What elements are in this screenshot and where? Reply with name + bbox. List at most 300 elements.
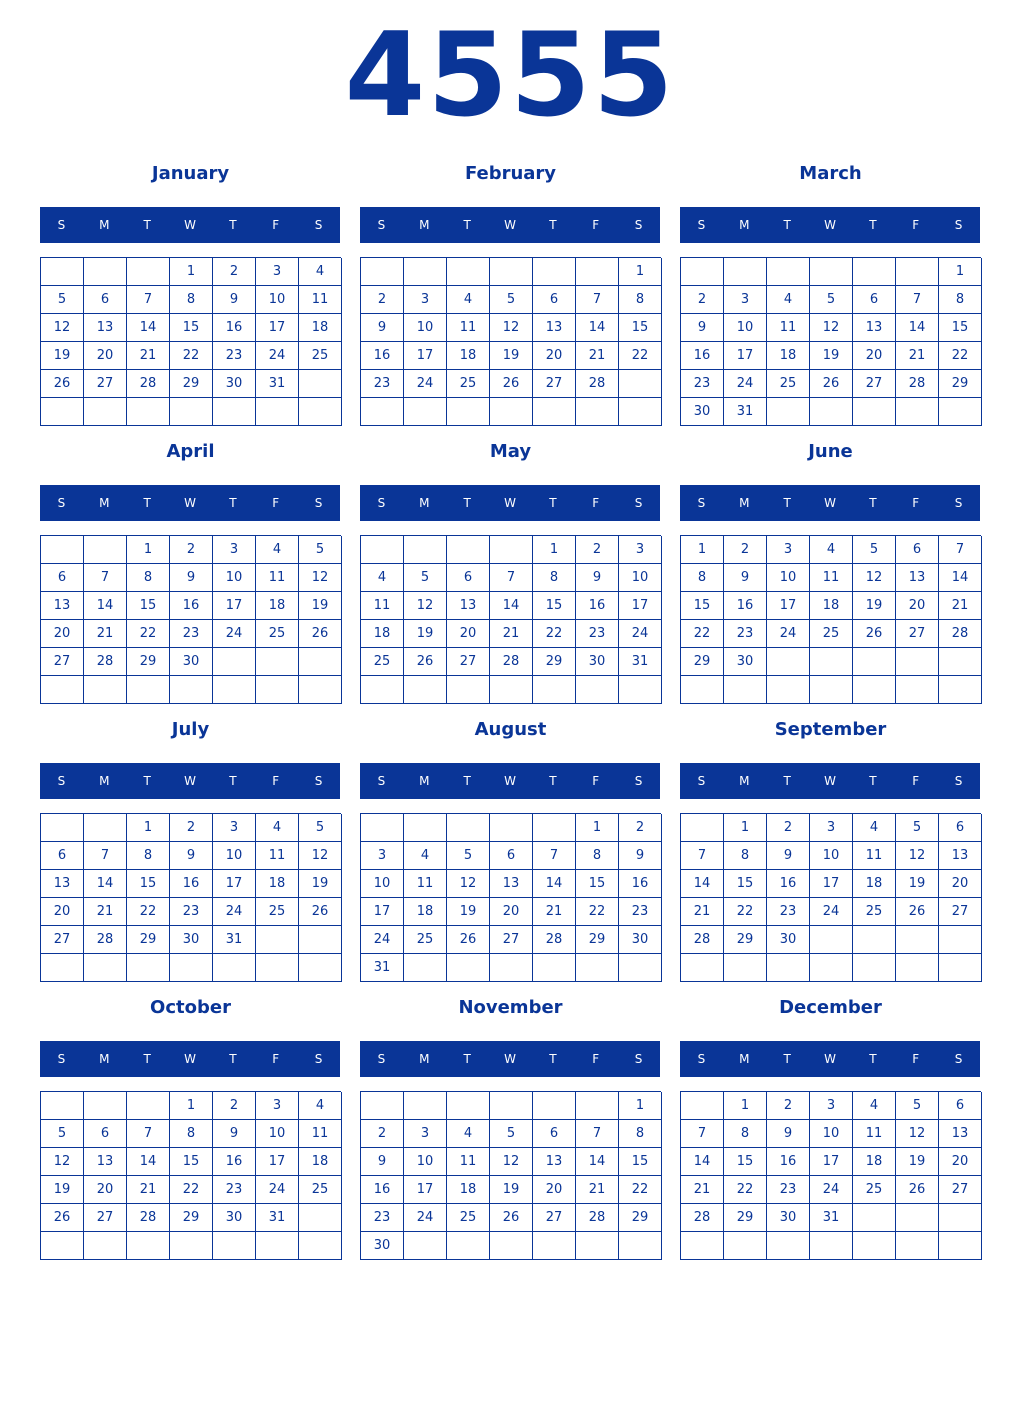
day-cell[interactable]: 14 xyxy=(127,1148,170,1176)
day-cell[interactable]: 4 xyxy=(853,814,896,842)
day-cell[interactable]: 7 xyxy=(681,842,724,870)
day-cell[interactable]: 5 xyxy=(299,536,342,564)
day-cell[interactable]: 9 xyxy=(576,564,619,592)
day-cell[interactable]: 1 xyxy=(127,814,170,842)
day-cell[interactable]: 13 xyxy=(939,1120,982,1148)
day-cell[interactable]: 4 xyxy=(299,1092,342,1120)
day-cell[interactable]: 8 xyxy=(939,286,982,314)
day-cell[interactable]: 20 xyxy=(84,1176,127,1204)
day-cell[interactable]: 17 xyxy=(810,1148,853,1176)
day-cell[interactable]: 30 xyxy=(576,648,619,676)
day-cell[interactable]: 20 xyxy=(84,342,127,370)
day-cell[interactable]: 27 xyxy=(447,648,490,676)
day-cell[interactable]: 3 xyxy=(810,1092,853,1120)
day-cell[interactable]: 7 xyxy=(533,842,576,870)
day-cell[interactable]: 17 xyxy=(361,898,404,926)
day-cell[interactable]: 22 xyxy=(681,620,724,648)
day-cell[interactable]: 2 xyxy=(767,1092,810,1120)
day-cell[interactable]: 22 xyxy=(170,1176,213,1204)
day-cell[interactable]: 6 xyxy=(939,1092,982,1120)
day-cell[interactable]: 15 xyxy=(681,592,724,620)
day-cell[interactable]: 26 xyxy=(490,1204,533,1232)
day-cell[interactable]: 13 xyxy=(853,314,896,342)
day-cell[interactable]: 6 xyxy=(533,286,576,314)
day-cell[interactable]: 22 xyxy=(170,342,213,370)
day-cell[interactable]: 10 xyxy=(767,564,810,592)
day-cell[interactable]: 21 xyxy=(681,898,724,926)
day-cell[interactable]: 19 xyxy=(299,592,342,620)
day-cell[interactable]: 4 xyxy=(361,564,404,592)
day-cell[interactable]: 15 xyxy=(127,592,170,620)
day-cell[interactable]: 12 xyxy=(299,564,342,592)
day-cell[interactable]: 9 xyxy=(170,564,213,592)
day-cell[interactable]: 16 xyxy=(619,870,662,898)
day-cell[interactable]: 20 xyxy=(490,898,533,926)
day-cell[interactable]: 1 xyxy=(170,258,213,286)
day-cell[interactable]: 23 xyxy=(361,370,404,398)
day-cell[interactable]: 20 xyxy=(939,870,982,898)
day-cell[interactable]: 2 xyxy=(170,814,213,842)
day-cell[interactable]: 23 xyxy=(767,1176,810,1204)
day-cell[interactable]: 28 xyxy=(533,926,576,954)
day-cell[interactable]: 11 xyxy=(299,286,342,314)
day-cell[interactable]: 29 xyxy=(939,370,982,398)
day-cell[interactable]: 12 xyxy=(404,592,447,620)
day-cell[interactable]: 26 xyxy=(490,370,533,398)
day-cell[interactable]: 7 xyxy=(84,842,127,870)
day-cell[interactable]: 27 xyxy=(84,370,127,398)
day-cell[interactable]: 13 xyxy=(84,1148,127,1176)
day-cell[interactable]: 8 xyxy=(681,564,724,592)
day-cell[interactable]: 17 xyxy=(724,342,767,370)
day-cell[interactable]: 26 xyxy=(853,620,896,648)
day-cell[interactable]: 15 xyxy=(533,592,576,620)
day-cell[interactable]: 26 xyxy=(41,370,84,398)
day-cell[interactable]: 25 xyxy=(767,370,810,398)
day-cell[interactable]: 26 xyxy=(41,1204,84,1232)
day-cell[interactable]: 9 xyxy=(767,842,810,870)
day-cell[interactable]: 9 xyxy=(724,564,767,592)
day-cell[interactable]: 2 xyxy=(361,286,404,314)
day-cell[interactable]: 22 xyxy=(939,342,982,370)
day-cell[interactable]: 1 xyxy=(939,258,982,286)
day-cell[interactable]: 16 xyxy=(213,314,256,342)
day-cell[interactable]: 1 xyxy=(681,536,724,564)
day-cell[interactable]: 28 xyxy=(939,620,982,648)
day-cell[interactable]: 26 xyxy=(810,370,853,398)
day-cell[interactable]: 22 xyxy=(724,898,767,926)
day-cell[interactable]: 28 xyxy=(681,926,724,954)
day-cell[interactable]: 15 xyxy=(724,870,767,898)
day-cell[interactable]: 31 xyxy=(724,398,767,426)
day-cell[interactable]: 11 xyxy=(256,564,299,592)
day-cell[interactable]: 7 xyxy=(84,564,127,592)
day-cell[interactable]: 19 xyxy=(41,1176,84,1204)
day-cell[interactable]: 23 xyxy=(361,1204,404,1232)
day-cell[interactable]: 18 xyxy=(810,592,853,620)
day-cell[interactable]: 30 xyxy=(619,926,662,954)
day-cell[interactable]: 2 xyxy=(724,536,767,564)
day-cell[interactable]: 2 xyxy=(681,286,724,314)
day-cell[interactable]: 3 xyxy=(810,814,853,842)
day-cell[interactable]: 12 xyxy=(490,314,533,342)
day-cell[interactable]: 5 xyxy=(41,286,84,314)
day-cell[interactable]: 10 xyxy=(724,314,767,342)
day-cell[interactable]: 2 xyxy=(576,536,619,564)
day-cell[interactable]: 14 xyxy=(939,564,982,592)
day-cell[interactable]: 13 xyxy=(84,314,127,342)
day-cell[interactable]: 11 xyxy=(853,842,896,870)
day-cell[interactable]: 10 xyxy=(404,1148,447,1176)
day-cell[interactable]: 31 xyxy=(361,954,404,982)
day-cell[interactable]: 28 xyxy=(576,1204,619,1232)
day-cell[interactable]: 22 xyxy=(576,898,619,926)
day-cell[interactable]: 7 xyxy=(576,1120,619,1148)
day-cell[interactable]: 26 xyxy=(299,620,342,648)
day-cell[interactable]: 20 xyxy=(533,1176,576,1204)
day-cell[interactable]: 16 xyxy=(213,1148,256,1176)
day-cell[interactable]: 29 xyxy=(127,926,170,954)
day-cell[interactable]: 26 xyxy=(896,1176,939,1204)
day-cell[interactable]: 17 xyxy=(256,314,299,342)
day-cell[interactable]: 24 xyxy=(619,620,662,648)
day-cell[interactable]: 22 xyxy=(127,620,170,648)
day-cell[interactable]: 8 xyxy=(724,842,767,870)
day-cell[interactable]: 8 xyxy=(127,842,170,870)
day-cell[interactable]: 19 xyxy=(41,342,84,370)
day-cell[interactable]: 20 xyxy=(41,898,84,926)
day-cell[interactable]: 23 xyxy=(170,898,213,926)
day-cell[interactable]: 19 xyxy=(896,870,939,898)
day-cell[interactable]: 24 xyxy=(404,370,447,398)
day-cell[interactable]: 13 xyxy=(896,564,939,592)
day-cell[interactable]: 4 xyxy=(256,814,299,842)
day-cell[interactable]: 23 xyxy=(681,370,724,398)
day-cell[interactable]: 11 xyxy=(299,1120,342,1148)
day-cell[interactable]: 10 xyxy=(256,1120,299,1148)
day-cell[interactable]: 28 xyxy=(896,370,939,398)
day-cell[interactable]: 16 xyxy=(361,1176,404,1204)
day-cell[interactable]: 5 xyxy=(490,1120,533,1148)
day-cell[interactable]: 16 xyxy=(361,342,404,370)
day-cell[interactable]: 3 xyxy=(404,1120,447,1148)
day-cell[interactable]: 16 xyxy=(681,342,724,370)
day-cell[interactable]: 28 xyxy=(681,1204,724,1232)
day-cell[interactable]: 14 xyxy=(127,314,170,342)
day-cell[interactable]: 29 xyxy=(127,648,170,676)
day-cell[interactable]: 25 xyxy=(256,898,299,926)
day-cell[interactable]: 10 xyxy=(404,314,447,342)
day-cell[interactable]: 11 xyxy=(361,592,404,620)
day-cell[interactable]: 14 xyxy=(576,314,619,342)
day-cell[interactable]: 18 xyxy=(767,342,810,370)
day-cell[interactable]: 20 xyxy=(533,342,576,370)
day-cell[interactable]: 17 xyxy=(619,592,662,620)
day-cell[interactable]: 7 xyxy=(576,286,619,314)
day-cell[interactable]: 27 xyxy=(533,370,576,398)
day-cell[interactable]: 16 xyxy=(767,1148,810,1176)
day-cell[interactable]: 15 xyxy=(619,1148,662,1176)
day-cell[interactable]: 24 xyxy=(810,898,853,926)
day-cell[interactable]: 27 xyxy=(939,1176,982,1204)
day-cell[interactable]: 12 xyxy=(896,1120,939,1148)
day-cell[interactable]: 30 xyxy=(724,648,767,676)
day-cell[interactable]: 5 xyxy=(404,564,447,592)
day-cell[interactable]: 12 xyxy=(853,564,896,592)
day-cell[interactable]: 4 xyxy=(447,286,490,314)
day-cell[interactable]: 6 xyxy=(853,286,896,314)
day-cell[interactable]: 6 xyxy=(939,814,982,842)
day-cell[interactable]: 21 xyxy=(939,592,982,620)
day-cell[interactable]: 25 xyxy=(404,926,447,954)
day-cell[interactable]: 14 xyxy=(533,870,576,898)
day-cell[interactable]: 8 xyxy=(533,564,576,592)
day-cell[interactable]: 21 xyxy=(84,620,127,648)
day-cell[interactable]: 6 xyxy=(84,286,127,314)
day-cell[interactable]: 18 xyxy=(299,1148,342,1176)
day-cell[interactable]: 17 xyxy=(404,342,447,370)
day-cell[interactable]: 24 xyxy=(404,1204,447,1232)
day-cell[interactable]: 9 xyxy=(170,842,213,870)
day-cell[interactable]: 18 xyxy=(404,898,447,926)
day-cell[interactable]: 9 xyxy=(767,1120,810,1148)
day-cell[interactable]: 26 xyxy=(299,898,342,926)
day-cell[interactable]: 2 xyxy=(767,814,810,842)
day-cell[interactable]: 15 xyxy=(127,870,170,898)
day-cell[interactable]: 20 xyxy=(853,342,896,370)
day-cell[interactable]: 4 xyxy=(767,286,810,314)
day-cell[interactable]: 30 xyxy=(767,1204,810,1232)
day-cell[interactable]: 9 xyxy=(213,286,256,314)
day-cell[interactable]: 30 xyxy=(213,1204,256,1232)
day-cell[interactable]: 23 xyxy=(170,620,213,648)
day-cell[interactable]: 27 xyxy=(41,648,84,676)
day-cell[interactable]: 20 xyxy=(41,620,84,648)
day-cell[interactable]: 17 xyxy=(256,1148,299,1176)
day-cell[interactable]: 1 xyxy=(724,814,767,842)
day-cell[interactable]: 8 xyxy=(170,1120,213,1148)
day-cell[interactable]: 8 xyxy=(619,286,662,314)
day-cell[interactable]: 30 xyxy=(767,926,810,954)
day-cell[interactable]: 10 xyxy=(256,286,299,314)
day-cell[interactable]: 13 xyxy=(41,870,84,898)
day-cell[interactable]: 29 xyxy=(724,1204,767,1232)
day-cell[interactable]: 12 xyxy=(41,314,84,342)
day-cell[interactable]: 5 xyxy=(853,536,896,564)
day-cell[interactable]: 24 xyxy=(810,1176,853,1204)
day-cell[interactable]: 2 xyxy=(361,1120,404,1148)
day-cell[interactable]: 18 xyxy=(853,1148,896,1176)
day-cell[interactable]: 2 xyxy=(213,1092,256,1120)
day-cell[interactable]: 21 xyxy=(533,898,576,926)
day-cell[interactable]: 18 xyxy=(256,870,299,898)
day-cell[interactable]: 30 xyxy=(213,370,256,398)
day-cell[interactable]: 18 xyxy=(447,1176,490,1204)
day-cell[interactable]: 27 xyxy=(490,926,533,954)
day-cell[interactable]: 13 xyxy=(939,842,982,870)
day-cell[interactable]: 28 xyxy=(84,926,127,954)
day-cell[interactable]: 10 xyxy=(810,1120,853,1148)
day-cell[interactable]: 3 xyxy=(404,286,447,314)
day-cell[interactable]: 4 xyxy=(853,1092,896,1120)
day-cell[interactable]: 9 xyxy=(681,314,724,342)
day-cell[interactable]: 27 xyxy=(84,1204,127,1232)
day-cell[interactable]: 4 xyxy=(404,842,447,870)
day-cell[interactable]: 11 xyxy=(256,842,299,870)
day-cell[interactable]: 6 xyxy=(447,564,490,592)
day-cell[interactable]: 22 xyxy=(619,342,662,370)
day-cell[interactable]: 14 xyxy=(576,1148,619,1176)
day-cell[interactable]: 6 xyxy=(533,1120,576,1148)
day-cell[interactable]: 14 xyxy=(681,1148,724,1176)
day-cell[interactable]: 16 xyxy=(170,870,213,898)
day-cell[interactable]: 19 xyxy=(490,1176,533,1204)
day-cell[interactable]: 25 xyxy=(256,620,299,648)
day-cell[interactable]: 21 xyxy=(127,342,170,370)
day-cell[interactable]: 27 xyxy=(41,926,84,954)
day-cell[interactable]: 4 xyxy=(810,536,853,564)
day-cell[interactable]: 17 xyxy=(213,870,256,898)
day-cell[interactable]: 10 xyxy=(361,870,404,898)
day-cell[interactable]: 10 xyxy=(213,564,256,592)
day-cell[interactable]: 13 xyxy=(533,314,576,342)
day-cell[interactable]: 11 xyxy=(853,1120,896,1148)
day-cell[interactable]: 31 xyxy=(213,926,256,954)
day-cell[interactable]: 6 xyxy=(896,536,939,564)
day-cell[interactable]: 16 xyxy=(170,592,213,620)
day-cell[interactable]: 17 xyxy=(810,870,853,898)
day-cell[interactable]: 27 xyxy=(939,898,982,926)
day-cell[interactable]: 6 xyxy=(84,1120,127,1148)
day-cell[interactable]: 3 xyxy=(361,842,404,870)
day-cell[interactable]: 31 xyxy=(256,370,299,398)
day-cell[interactable]: 13 xyxy=(533,1148,576,1176)
day-cell[interactable]: 13 xyxy=(447,592,490,620)
day-cell[interactable]: 1 xyxy=(576,814,619,842)
day-cell[interactable]: 5 xyxy=(41,1120,84,1148)
day-cell[interactable]: 15 xyxy=(170,314,213,342)
day-cell[interactable]: 14 xyxy=(84,870,127,898)
day-cell[interactable]: 22 xyxy=(619,1176,662,1204)
day-cell[interactable]: 23 xyxy=(619,898,662,926)
day-cell[interactable]: 21 xyxy=(576,1176,619,1204)
day-cell[interactable]: 7 xyxy=(127,286,170,314)
day-cell[interactable]: 2 xyxy=(619,814,662,842)
day-cell[interactable]: 3 xyxy=(213,814,256,842)
day-cell[interactable]: 13 xyxy=(490,870,533,898)
day-cell[interactable]: 19 xyxy=(810,342,853,370)
day-cell[interactable]: 23 xyxy=(724,620,767,648)
day-cell[interactable]: 18 xyxy=(299,314,342,342)
day-cell[interactable]: 15 xyxy=(576,870,619,898)
day-cell[interactable]: 26 xyxy=(447,926,490,954)
day-cell[interactable]: 24 xyxy=(256,1176,299,1204)
day-cell[interactable]: 25 xyxy=(361,648,404,676)
day-cell[interactable]: 11 xyxy=(404,870,447,898)
day-cell[interactable]: 7 xyxy=(939,536,982,564)
day-cell[interactable]: 14 xyxy=(84,592,127,620)
day-cell[interactable]: 2 xyxy=(170,536,213,564)
day-cell[interactable]: 8 xyxy=(724,1120,767,1148)
day-cell[interactable]: 18 xyxy=(256,592,299,620)
day-cell[interactable]: 10 xyxy=(619,564,662,592)
day-cell[interactable]: 25 xyxy=(853,898,896,926)
day-cell[interactable]: 6 xyxy=(41,564,84,592)
day-cell[interactable]: 22 xyxy=(724,1176,767,1204)
day-cell[interactable]: 11 xyxy=(810,564,853,592)
day-cell[interactable]: 21 xyxy=(681,1176,724,1204)
day-cell[interactable]: 20 xyxy=(896,592,939,620)
day-cell[interactable]: 29 xyxy=(533,648,576,676)
day-cell[interactable]: 29 xyxy=(170,370,213,398)
day-cell[interactable]: 9 xyxy=(361,1148,404,1176)
day-cell[interactable]: 18 xyxy=(853,870,896,898)
day-cell[interactable]: 21 xyxy=(896,342,939,370)
day-cell[interactable]: 1 xyxy=(724,1092,767,1120)
day-cell[interactable]: 8 xyxy=(170,286,213,314)
day-cell[interactable]: 3 xyxy=(619,536,662,564)
day-cell[interactable]: 1 xyxy=(170,1092,213,1120)
day-cell[interactable]: 19 xyxy=(447,898,490,926)
day-cell[interactable]: 12 xyxy=(896,842,939,870)
day-cell[interactable]: 8 xyxy=(127,564,170,592)
day-cell[interactable]: 10 xyxy=(810,842,853,870)
day-cell[interactable]: 29 xyxy=(619,1204,662,1232)
day-cell[interactable]: 26 xyxy=(404,648,447,676)
day-cell[interactable]: 25 xyxy=(447,1204,490,1232)
day-cell[interactable]: 5 xyxy=(447,842,490,870)
day-cell[interactable]: 17 xyxy=(767,592,810,620)
day-cell[interactable]: 28 xyxy=(576,370,619,398)
day-cell[interactable]: 30 xyxy=(681,398,724,426)
day-cell[interactable]: 1 xyxy=(619,258,662,286)
day-cell[interactable]: 15 xyxy=(724,1148,767,1176)
day-cell[interactable]: 30 xyxy=(170,648,213,676)
day-cell[interactable]: 16 xyxy=(724,592,767,620)
day-cell[interactable]: 4 xyxy=(299,258,342,286)
day-cell[interactable]: 19 xyxy=(490,342,533,370)
day-cell[interactable]: 9 xyxy=(213,1120,256,1148)
day-cell[interactable]: 24 xyxy=(767,620,810,648)
day-cell[interactable]: 3 xyxy=(256,1092,299,1120)
day-cell[interactable]: 5 xyxy=(896,814,939,842)
day-cell[interactable]: 5 xyxy=(896,1092,939,1120)
day-cell[interactable]: 22 xyxy=(533,620,576,648)
day-cell[interactable]: 1 xyxy=(619,1092,662,1120)
day-cell[interactable]: 9 xyxy=(361,314,404,342)
day-cell[interactable]: 26 xyxy=(896,898,939,926)
day-cell[interactable]: 27 xyxy=(853,370,896,398)
day-cell[interactable]: 19 xyxy=(896,1148,939,1176)
day-cell[interactable]: 23 xyxy=(213,1176,256,1204)
day-cell[interactable]: 29 xyxy=(724,926,767,954)
day-cell[interactable]: 11 xyxy=(767,314,810,342)
day-cell[interactable]: 8 xyxy=(576,842,619,870)
day-cell[interactable]: 12 xyxy=(490,1148,533,1176)
day-cell[interactable]: 17 xyxy=(213,592,256,620)
day-cell[interactable]: 14 xyxy=(896,314,939,342)
day-cell[interactable]: 12 xyxy=(447,870,490,898)
day-cell[interactable]: 1 xyxy=(127,536,170,564)
day-cell[interactable]: 31 xyxy=(256,1204,299,1232)
day-cell[interactable]: 27 xyxy=(533,1204,576,1232)
day-cell[interactable]: 1 xyxy=(533,536,576,564)
day-cell[interactable]: 25 xyxy=(447,370,490,398)
day-cell[interactable]: 28 xyxy=(127,1204,170,1232)
day-cell[interactable]: 25 xyxy=(853,1176,896,1204)
day-cell[interactable]: 5 xyxy=(810,286,853,314)
day-cell[interactable]: 18 xyxy=(447,342,490,370)
